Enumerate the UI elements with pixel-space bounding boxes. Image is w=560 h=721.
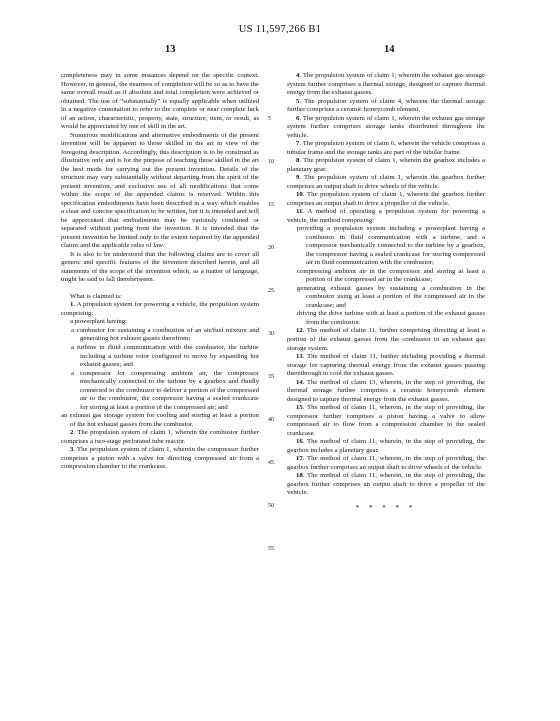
line-number: 40 bbox=[268, 417, 274, 423]
claim bbox=[287, 98, 485, 115]
claim-element: providing a propulsion system including a powerplant having a combustor in fluid communication with a turbine, and a compressor mechanically connected to the turbine by a gearbox, the compressor having a sealed crankcase for storing compressed air in fluid communication with the combustor; bbox=[297, 225, 485, 267]
claim-number: 11 bbox=[296, 208, 303, 216]
end-of-document-mark: * * * * * bbox=[355, 503, 417, 512]
claim-number: 18 bbox=[296, 472, 303, 480]
claim bbox=[287, 72, 485, 98]
claim-text: . The method of claim 11, further including providing a thermal storage for capturing thermal energy from the exhaust gasses passing therethrough to cool the exhaust gasses. bbox=[287, 353, 485, 378]
line-number: 30 bbox=[268, 331, 274, 337]
claim bbox=[61, 429, 259, 446]
claim-number: 15 bbox=[296, 404, 303, 412]
line-number: 45 bbox=[268, 460, 274, 466]
claim-text: . The propulsion system of claim 1, wherein the compressor further comprises a piston with a valve for directing compressed air from a compression chamber to the crankcase. bbox=[61, 446, 259, 471]
claim bbox=[287, 455, 485, 472]
line-number: 10 bbox=[268, 159, 274, 165]
patent-number-header: US 11,597,266 B1 bbox=[238, 24, 322, 35]
line-number: 20 bbox=[268, 245, 274, 251]
line-number: 25 bbox=[268, 288, 274, 294]
claim-number: 5 bbox=[296, 97, 300, 105]
claim-text: . The method of claim 11, further comprising directing at least a portion of the exhaust gasses from the combustor to an exhaust gas storage system. bbox=[287, 327, 485, 352]
right-column-number: 14 bbox=[384, 44, 395, 55]
claim-text: . A method of operating a propulsion system for powering a vehicle, the method comprising: bbox=[287, 208, 485, 224]
claim bbox=[287, 327, 485, 353]
paragraph: Numerous modifications and alternative embodiments of the present invention will be apparent to those skilled in the art in view of the foregoing description. Accordingly, this description is to be construed as illustrative only and is for the purpose of teaching those skilled in the art the best mode for carrying out the present invention. Details of the structure may vary substantially without departing from the spirit of the present invention, and exclusive use of all modifications that come within the scope of the appended claims is reserved. Within this specification embodiments have been described in a way which enables a clear and concise specification to be written, but it is intended and will be appreciated that embodiments may be variously combined or separated without parting from the invention. It is intended that the present invention be limited only to the extent required by the appended claims and the applicable rules of law. bbox=[61, 131, 259, 250]
claim-text: . The method of claim 11, wherein, in the step of providing, the gearbox further comprises an output shaft to drive wheels of the vehicle. bbox=[287, 455, 485, 471]
claim bbox=[287, 174, 485, 191]
claim bbox=[287, 115, 485, 141]
claim bbox=[287, 404, 485, 438]
claim bbox=[287, 208, 485, 225]
left-column bbox=[61, 72, 259, 472]
claim-text: . The propulsion system of claim 6, wherein the vehicle comprises a tubular frame and the storage tanks are part of the tubular frame. bbox=[287, 140, 485, 156]
claim-number: 7 bbox=[296, 140, 300, 148]
claim-element: compressing ambient air in the compressor and storing at least a portion of the compressed air in the crankcase; bbox=[297, 267, 485, 284]
claim-text: . The propulsion system of claim 1, wherein the exhaust gas storage system further comprises storage tanks distributed throughout the vehicle. bbox=[287, 114, 485, 139]
claim-number: 14 bbox=[296, 378, 303, 386]
claim-element: a powerplant having: bbox=[70, 318, 127, 326]
claims-heading: What is claimed is: bbox=[70, 292, 122, 300]
claim-number: 8 bbox=[296, 157, 300, 165]
paragraph: It is also to be understood that the following claims are to cover all generic and specific features of the invention described herein, and all statements of the scope of the invention which, as a matter of language, might be said to fall therebetween. bbox=[61, 250, 259, 284]
claim-text: . The propulsion system of claim 1, wherein the gearbox further comprises an output shaft to drive a propeller of the vehicle. bbox=[287, 191, 485, 207]
claim bbox=[287, 191, 485, 208]
claim-text: . The propulsion system of claim 1, wherein the combustor further comprises a two-stage perforated tube reactor. bbox=[61, 429, 259, 445]
claim-element: an exhaust gas storage system for cooling and storing at least a portion of the hot exhaust gasses from the combustor. bbox=[61, 412, 259, 428]
claim-text: . The method of claim 13, wherein, in the step of providing, the thermal storage further comprises a ceramic honeycomb element designed to capture thermal energy from the exhaust gasses. bbox=[287, 378, 485, 403]
claim-number: 10 bbox=[296, 191, 303, 199]
claim bbox=[287, 472, 485, 498]
claim-number: 2 bbox=[70, 429, 74, 437]
claim bbox=[287, 379, 485, 405]
claim bbox=[287, 140, 485, 157]
claim-number: 9 bbox=[296, 174, 300, 182]
claim-element: a combustor for sustaining a combustion of an air/fuel mixture and generating hot exhaust gasses therefrom; bbox=[71, 326, 259, 343]
claim-element: a compressor for compressing ambient air, the compressor mechanically connected to the turbine by a gearbox and fluidly connected to the combustor to deliver a portion of the compressed air to the combustor, the compressor having a sealed crankcase for storing at least a portion of the compressed air; and bbox=[71, 369, 259, 411]
claim-element: driving the drive turbine with at least a portion of the exhaust gasses from the combustor. bbox=[297, 310, 485, 326]
claim bbox=[61, 446, 259, 472]
claim-text: . A propulsion system for powering a vehicle, the propulsion system comprising: bbox=[61, 301, 259, 317]
claim-number: 1 bbox=[70, 301, 74, 309]
claim-text: . The method of claim 11, wherein, in the step of providing, the gearbox includes a planetary gear. bbox=[287, 438, 485, 454]
claim-element: a turbine in fluid communication with the combustor, the turbine including a turbine rotor configured to move by expanding hot exhaust gasses; and bbox=[71, 343, 259, 369]
line-number: 35 bbox=[268, 374, 274, 380]
claim-element: generating exhaust gasses by sustaining a combustion in the combustor using at least a portion of the compressed air in the crankcase; and bbox=[297, 284, 485, 309]
claim-text: . The method of claim 11, wherein, in the step of providing, the compressor further comprises a piston having a valve to allow compressed air to flow from a compression chamber to the sealed crankcase. bbox=[287, 404, 485, 437]
claim bbox=[287, 353, 485, 379]
claim-text: . The propulsion system of claim 1, wherein the gearbox includes a planetary gear. bbox=[287, 157, 485, 173]
claim bbox=[287, 157, 485, 174]
right-column bbox=[287, 72, 485, 512]
claim-number: 16 bbox=[296, 438, 303, 446]
line-number: 5 bbox=[268, 116, 271, 122]
claim-number: 3 bbox=[70, 446, 74, 454]
claim-number: 17 bbox=[296, 455, 303, 463]
claim bbox=[61, 301, 259, 318]
claim-number: 12 bbox=[296, 327, 303, 335]
claim-text: . The propulsion system of claim 4, wherein the thermal storage further comprises a ceramic honeycomb element. bbox=[287, 97, 485, 114]
line-number: 50 bbox=[268, 503, 274, 509]
claim-text: . The propulsion system of claim 1, wherein the exhaust gas storage system further comprises a thermal storage, designed to capture thermal energy from the exhaust gasses. bbox=[287, 72, 485, 97]
claim-number: 6 bbox=[296, 114, 300, 122]
line-number: 15 bbox=[268, 202, 274, 208]
claim-text: . The propulsion system of claim 1, wherein the gearbox further comprises an output shaft to drive wheels of the vehicle. bbox=[287, 174, 485, 190]
paragraph: completeness may in some instances depend on the specific context. However, in general, the nearness of completion will be so as to have the same overall result as if absolute and total completion were achieved or obtained. The use of “substantially” is equally applicable when utilized in a negative connotation to refer to the complete or near complete lack of an action, characteristic, property, state, structure, item, or result, as would be appreciated by one of skill in the art. bbox=[61, 72, 259, 131]
claim-text: . The method of claim 11, wherein, in the step of providing, the gearbox further comprises an output shaft to drive a propeller of the vehicle. bbox=[287, 472, 485, 497]
claim-number: 4 bbox=[296, 72, 300, 79]
left-column-number: 13 bbox=[165, 44, 176, 55]
claim-number: 13 bbox=[296, 353, 303, 361]
claim bbox=[287, 438, 485, 455]
line-number: 55 bbox=[268, 546, 274, 552]
